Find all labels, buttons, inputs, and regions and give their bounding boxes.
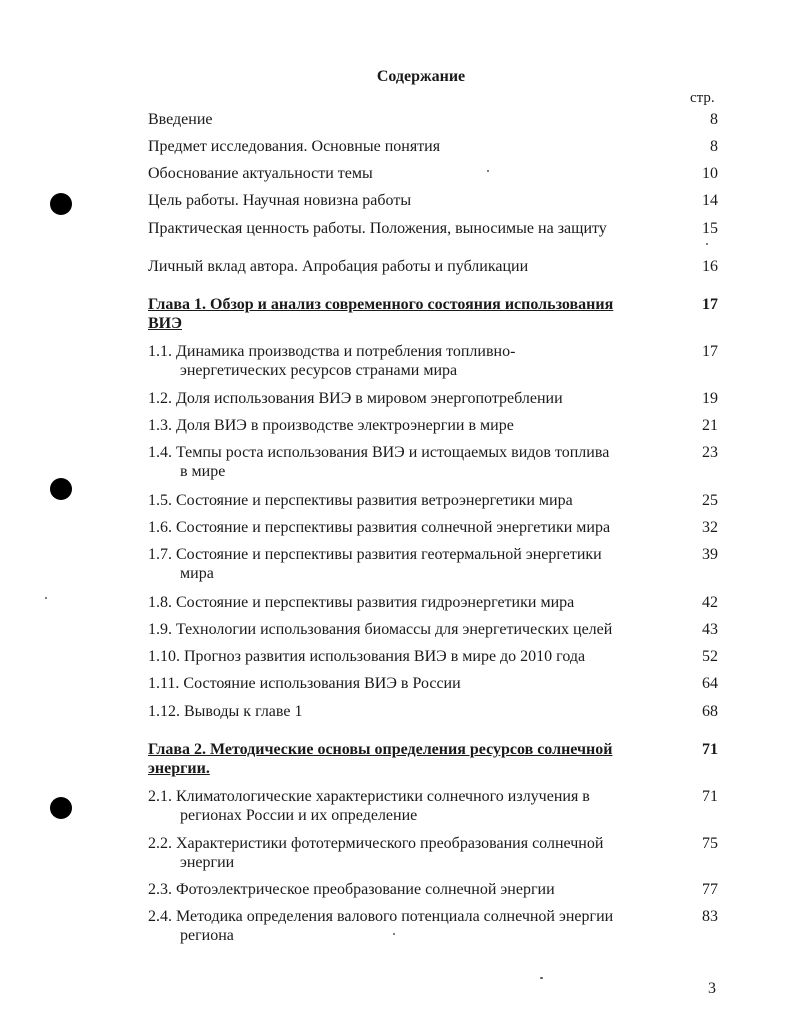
toc-entry-page: 39 [702, 546, 718, 563]
toc-entry [148, 834, 718, 872]
toc-entry [148, 219, 718, 238]
toc-entry [148, 110, 718, 129]
toc-entry-line-2: мира [180, 565, 214, 582]
scan-speck [45, 597, 47, 599]
toc-entry-page: 71 [702, 788, 718, 805]
toc-entry [148, 137, 718, 156]
toc-entry-line-1: 1.1. Динамика производства и потребления топливно- [148, 343, 516, 360]
toc-entry-page: 10 [702, 165, 718, 182]
toc-entry [148, 907, 718, 945]
punch-hole [50, 193, 72, 215]
toc-entry-page: 23 [702, 444, 718, 461]
toc-entry [148, 593, 718, 612]
toc-entry-text [148, 295, 673, 333]
punch-hole [50, 478, 72, 500]
toc-entry-text [148, 443, 673, 481]
toc-entry [148, 191, 718, 210]
toc-entry-line-1: 1.4. Темпы роста использования ВИЭ и истощаемых видов топлива [148, 444, 610, 461]
toc-entry-page: 71 [702, 741, 718, 758]
toc-entry-text: 2.3. Фотоэлектрическое преобразование солнечной энергии [148, 881, 555, 898]
toc-entry-page: 25 [702, 492, 718, 509]
toc-entry-page: 15 [702, 220, 718, 237]
scan-speck [393, 933, 395, 935]
toc-entry-line-2: энергии. [148, 760, 210, 777]
toc-entry [148, 702, 718, 721]
toc-entry [148, 164, 718, 183]
toc-entry-page: 83 [702, 908, 718, 925]
toc-entry-text: 1.12. Выводы к главе 1 [148, 703, 303, 720]
toc-entry-page: 8 [710, 138, 718, 155]
toc-entry-text: 1.8. Состояние и перспективы развития гидроэнергетики мира [148, 594, 575, 611]
toc-entry-line-2: регионах России и их определение [180, 807, 418, 824]
toc-entry [148, 647, 718, 666]
toc-entry-text: 1.2. Доля использования ВИЭ в мировом энергопотреблении [148, 390, 563, 407]
page-title: Содержание [376, 68, 466, 85]
toc-entry-line-2: в мире [180, 463, 226, 480]
toc-entry-text [148, 545, 673, 583]
toc-entry-text: 1.11. Состояние использования ВИЭ в России [148, 675, 461, 692]
toc-entry-page: 19 [702, 390, 718, 407]
toc-entry-line-1: 2.1. Климатологические характеристики солнечного излучения в [148, 788, 590, 805]
toc-entry-page: 42 [702, 594, 718, 611]
toc-entry [148, 257, 718, 276]
toc-entry [148, 518, 718, 537]
toc-entry-text [148, 907, 673, 945]
toc-entry [148, 545, 718, 583]
page-column-label: стр. [690, 90, 715, 106]
toc-entry-page: 14 [702, 192, 718, 209]
toc-entry-page: 75 [702, 835, 718, 852]
toc-entry-text: Практическая ценность работы. Положения, выносимые на защиту [148, 220, 607, 237]
toc-entry-page: 77 [702, 881, 718, 898]
toc-entry-page: 8 [710, 111, 718, 128]
toc-chapter-heading [148, 740, 718, 778]
toc-entry-line-2: энергетических ресурсов странами мира [180, 362, 458, 379]
scan-speck [540, 977, 543, 979]
scan-speck [487, 170, 489, 172]
toc-entry [148, 674, 718, 693]
scan-speck [706, 243, 708, 245]
toc-entry-line-1: Глава 2. Методические основы определения ресурсов солнечной [148, 741, 613, 758]
toc-entry-text: 1.5. Состояние и перспективы развития ветроэнергетики мира [148, 492, 573, 509]
toc-entry-line-1: 2.4. Методика определения валового потенциала солнечной энергии [148, 908, 614, 925]
toc-entry-line-2: региона [180, 927, 234, 944]
toc-entry-text: Личный вклад автора. Апробация работы и публикации [148, 258, 529, 275]
toc-entry-page: 17 [702, 296, 718, 313]
toc-entry [148, 389, 718, 408]
toc-entry-text: Предмет исследования. Основные понятия [148, 138, 441, 155]
toc-entry-page: 43 [702, 621, 718, 638]
toc-entry [148, 416, 718, 435]
toc-entry-text: 1.6. Состояние и перспективы развития солнечной энергетики мира [148, 519, 611, 536]
toc-entry-page: 32 [702, 519, 718, 536]
toc-entry [148, 620, 718, 639]
toc-entry-page: 68 [702, 703, 718, 720]
toc-entry-text: Обоснование актуальности темы [148, 165, 373, 182]
toc-entry-text: Цель работы. Научная новизна работы [148, 192, 412, 209]
toc-entry [148, 787, 718, 825]
punch-hole [50, 797, 72, 819]
toc-chapter-heading [148, 295, 718, 333]
page-number: 3 [708, 980, 716, 997]
toc-entry-text: 1.10. Прогноз развития использования ВИЭ в мире до 2010 года [148, 648, 586, 665]
toc-entry-line-2: ВИЭ [148, 315, 182, 332]
toc-entry-page: 16 [702, 258, 718, 275]
toc-entry-text [148, 787, 673, 825]
toc-entry-page: 52 [702, 648, 718, 665]
toc-entry [148, 880, 718, 899]
toc-entry-line-2: энергии [180, 854, 235, 871]
toc-entry-page: 64 [702, 675, 718, 692]
toc-entry [148, 342, 718, 380]
toc-entry-line-1: 2.2. Характеристики фототермического преобразования солнечной [148, 835, 604, 852]
toc-entry [148, 491, 718, 510]
toc-entry-text: 1.3. Доля ВИЭ в производстве электроэнергии в мире [148, 417, 514, 434]
toc-entry-page: 21 [702, 417, 718, 434]
toc-entry-text [148, 740, 673, 778]
toc-entry [148, 443, 718, 481]
toc-entry-line-1: Глава 1. Обзор и анализ современного состояния использования [148, 296, 614, 313]
toc-entry-text [148, 834, 673, 872]
toc-entry-page: 17 [702, 343, 718, 360]
toc-entry-text: 1.9. Технологии использования биомассы для энергетических целей [148, 621, 613, 638]
toc-entry-text [148, 342, 673, 380]
toc-entry-line-1: 1.7. Состояние и перспективы развития геотермальной энергетики [148, 546, 602, 563]
toc-entry-text: Введение [148, 111, 213, 128]
